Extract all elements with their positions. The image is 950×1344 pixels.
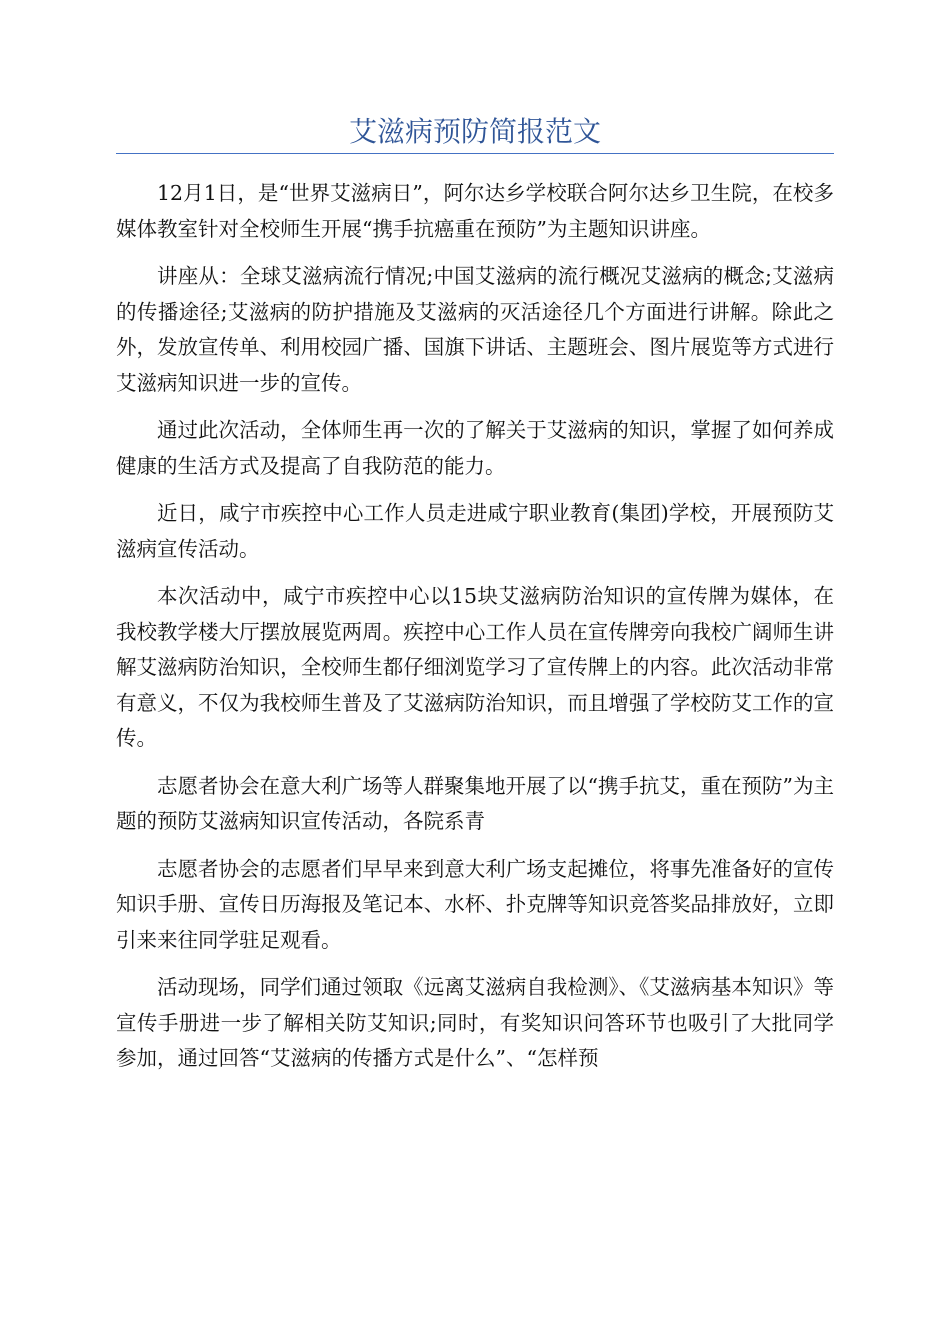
document-body — [116, 176, 834, 1089]
paragraph-5: 本次活动中，咸宁市疾控中心以15块艾滋病防治知识的宣传牌为媒体，在我校教学楼大厅摆放展览两周。疾控中心工作人员在宣传牌旁向我校广阔师生讲解艾滋病防治知识，全校师生都仔细浏览学习了宣传牌上的内容。此次活动非常有意义，不仅为我校师生普及了艾滋病防治知识，而且增强了学校防艾工作的宣传。 — [116, 584, 834, 750]
paragraph-7: 志愿者协会的志愿者们早早来到意大利广场支起摊位，将事先准备好的宣传知识手册、宣传日历海报及笔记本、水杯、扑克牌等知识竞答奖品排放好，立即引来来往同学驻足观看。 — [116, 856, 834, 952]
paragraph-4: 近日，咸宁市疾控中心工作人员走进咸宁职业教育(集团)学校，开展预防艾滋病宣传活动。 — [116, 501, 834, 561]
title-underline — [116, 153, 834, 154]
paragraph-1: 12月1日，是“世界艾滋病日”，阿尔达乡学校联合阿尔达乡卫生院，在校多媒体教室针对全校师生开展“携手抗癌重在预防”为主题知识讲座。 — [116, 181, 834, 241]
paragraph-2: 讲座从：全球艾滋病流行情况;中国艾滋病的流行概况艾滋病的概念;艾滋病的传播途径;艾滋病的防护措施及艾滋病的灭活途径几个方面进行讲解。除此之外，发放宣传单、利用校园广播、国旗下讲话、主题班会、图片展览等方式进行艾滋病知识进一步的宣传。 — [116, 264, 834, 395]
paragraph-6: 志愿者协会在意大利广场等人群聚集地开展了以“携手抗艾，重在预防”为主题的预防艾滋病知识宣传活动，各院系青 — [116, 773, 834, 833]
page-title: 艾滋病预防简报范文 — [348, 115, 601, 148]
paragraph-8: 活动现场，同学们通过领取《远离艾滋病自我检测》、《艾滋病基本知识》等宣传手册进一步了解相关防艾知识;同时，有奖知识问答环节也吸引了大批同学参加，通过回答“艾滋病的传播方式是什么”、“怎样预 — [116, 975, 834, 1070]
paragraph-3: 通过此次活动，全体师生再一次的了解关于艾滋病的知识，掌握了如何养成健康的生活方式及提高了自我防范的能力。 — [116, 418, 834, 478]
